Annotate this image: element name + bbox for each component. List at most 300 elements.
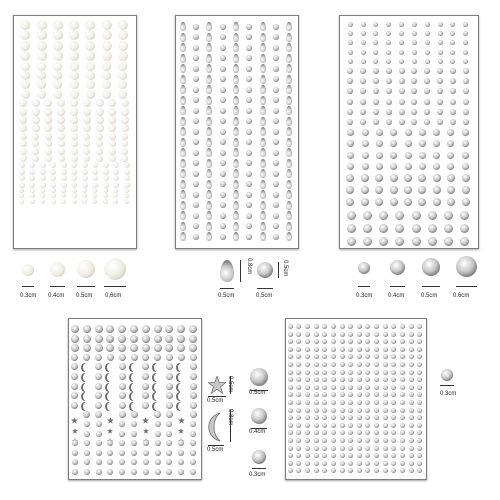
round-crystal-gem [193, 129, 199, 135]
teardrop-gem [206, 148, 212, 157]
small-rhinestone-gem [357, 347, 362, 352]
star-gem [107, 421, 113, 427]
pearl-gem [70, 116, 78, 124]
round-crystal-gem [166, 431, 172, 437]
round-crystal-gem [190, 383, 197, 390]
small-rhinestone-gem [322, 453, 327, 458]
moon-gem [178, 373, 185, 382]
teardrop-gem [206, 159, 212, 168]
rhinestone-gem [437, 78, 443, 84]
teardrop-gem [260, 222, 266, 231]
teardrop-gem [180, 127, 186, 136]
measure-line [104, 286, 126, 287]
small-rhinestone-gem [296, 385, 301, 390]
round-crystal-gem [273, 108, 279, 114]
small-rhinestone-gem [331, 385, 336, 390]
rhinestone-gem [428, 237, 437, 246]
rhinestone-gem [418, 198, 426, 206]
rhinestone-gem [424, 119, 430, 125]
rhinestone-sample-3 [422, 258, 440, 276]
round-crystal-gem [220, 45, 226, 51]
small-rhinestone-gem [348, 400, 353, 405]
round-crystal-gem [220, 171, 226, 177]
teardrop-gem [286, 201, 292, 210]
pearl-gem [102, 71, 111, 80]
round-crystal-gem [155, 421, 161, 427]
small-rhinestone-gem [322, 438, 327, 443]
small-rhinestone-gem [348, 354, 353, 359]
round-crystal-gem [220, 139, 226, 145]
small-rhinestone-gem [417, 461, 422, 466]
pearl-gem [32, 99, 40, 107]
small-rhinestone-gem [357, 354, 362, 359]
round-crystal-gem [190, 431, 196, 437]
pearl-gem [61, 182, 67, 188]
pearl-gem [121, 140, 128, 147]
small-rhinestone-gem [340, 438, 345, 443]
round-crystal-gem [119, 440, 125, 446]
rhinestone-gem [386, 88, 392, 94]
round-crystal-gem [131, 354, 138, 361]
pearl-gem [53, 51, 63, 61]
small-rhinestone-gem [383, 377, 388, 382]
round-crystal-gem [84, 421, 90, 427]
round-crystal-gem [220, 202, 226, 208]
small-rhinestone-gem [305, 400, 310, 405]
small-rhinestone-gem [383, 415, 388, 420]
rhinestone-gem [463, 40, 468, 45]
rhinestone-gem [433, 140, 440, 147]
teardrop-gem [260, 211, 266, 220]
small-rhinestone-gem [288, 332, 293, 337]
pearl-gem [92, 175, 98, 181]
small-rhinestone-gem [357, 377, 362, 382]
round-crystal-gem [246, 213, 252, 219]
round-crystal-gem [131, 421, 137, 427]
round-crystal-gem [193, 55, 199, 61]
rhinestone-gem [411, 88, 417, 94]
small-rhinestone-gem [288, 370, 293, 375]
pearl-gem [71, 155, 78, 162]
small-rhinestone-gem [348, 377, 353, 382]
round-crystal-gem [166, 373, 173, 380]
teardrop-sample [220, 260, 234, 282]
round-crystal-gem [177, 344, 185, 352]
pearl-gem [19, 162, 25, 168]
rhinestone-gem [379, 211, 388, 220]
round-crystal-gem [246, 192, 252, 198]
small-rhinestone-gem [374, 392, 379, 397]
small-rhinestone-gem [305, 461, 310, 466]
rhinestone-gem [386, 22, 391, 27]
small-rhinestone-gem [331, 362, 336, 367]
pearl-gem [118, 80, 127, 89]
small-rhinestone-gem [348, 408, 353, 413]
rhinestone-gem [390, 174, 398, 182]
small-rhinestone-gem [288, 377, 293, 382]
moon-gem [83, 392, 90, 401]
rhinestone-gem [418, 186, 426, 194]
pearl-gem [96, 133, 103, 140]
teardrop-gem [260, 64, 266, 73]
moon-gem [107, 383, 114, 392]
rhinestone-gem [450, 31, 455, 36]
pearl-gem [58, 133, 65, 140]
pearl-gem [102, 90, 111, 99]
small-rhinestone-gem [374, 430, 379, 435]
rhinestone-gem [390, 163, 397, 170]
small-rhinestone-gem [322, 347, 327, 352]
teardrop-gem [180, 190, 186, 199]
round-crystal-gem [178, 469, 184, 475]
pearl-gem [83, 99, 91, 107]
small-rhinestone-gem [374, 347, 379, 352]
small-rhinestone-gem [365, 332, 370, 337]
small-rhinestone-gem [322, 377, 327, 382]
round-crystal-gem [246, 76, 252, 82]
pearl-gem [83, 140, 90, 147]
rhinestone-gem [376, 163, 383, 170]
pearl-gem [40, 162, 46, 168]
pearl-gem [53, 30, 63, 40]
teardrop-gem [180, 22, 186, 31]
rhinestone-gem [450, 99, 456, 105]
pearl-gem [70, 99, 78, 107]
measure-line [358, 286, 370, 287]
small-rhinestone-gem [340, 339, 345, 344]
pearl-gem [121, 99, 129, 107]
pearl-gem [70, 71, 79, 80]
rhinestone-gem [424, 99, 430, 105]
pearl-gem [57, 116, 65, 124]
rhinestone-gem [460, 211, 469, 220]
small-rhinestone-gem [296, 446, 301, 451]
round-crystal-gem [95, 363, 102, 370]
pearl-gem [92, 193, 97, 198]
pearl-gem [103, 199, 108, 204]
pearl-gem [102, 62, 111, 71]
pearl-gem [96, 148, 103, 155]
round-crystal-gem [119, 459, 125, 465]
small-rhinestone-gem [296, 392, 301, 397]
small-rhinestone-gem [288, 339, 293, 344]
pearl-gem [70, 124, 78, 132]
round-crystal-gem [84, 469, 90, 475]
measure-line [22, 286, 34, 287]
rhinestone-gem [404, 174, 412, 182]
small-rhinestone-gem [288, 430, 293, 435]
moon-gem [178, 402, 185, 411]
pearl-gem [82, 169, 88, 175]
rhinestone-gem [347, 163, 354, 170]
rhinestone-gem [399, 22, 404, 27]
rhinestone-gem [462, 129, 469, 136]
small-rhinestone-gem [357, 461, 362, 466]
rhinestone-gem [419, 152, 426, 159]
round-crystal-gem [84, 431, 90, 437]
round-crystal-gem [189, 335, 197, 343]
round-crystal-gem [154, 335, 162, 343]
small-rhinestone-gem [391, 347, 396, 352]
round-crystal-gem [96, 469, 102, 475]
round-crystal-gem [220, 55, 226, 61]
small-rhinestone-gem [409, 400, 414, 405]
round-crystal-gem [107, 440, 113, 446]
teardrop-gem [233, 190, 239, 199]
pearl-gem [121, 116, 129, 124]
small-rhinestone-gem [383, 423, 388, 428]
small-rhinestone-gem [417, 423, 422, 428]
rhinestone-gem [347, 129, 354, 136]
small-rhinestone-gem [331, 354, 336, 359]
small-rhinestone-gem [365, 362, 370, 367]
rhinestone-gem [386, 99, 392, 105]
pearl-gem [86, 71, 95, 80]
rhinestone-gem [450, 68, 456, 74]
teardrop-gem [206, 117, 212, 126]
star-gem [107, 431, 113, 437]
teardrop-gem [260, 127, 266, 136]
round-crystal-gem [246, 97, 252, 103]
round-crystal-gem [119, 469, 125, 475]
pearl-gem [96, 108, 104, 116]
measure-line [422, 286, 440, 287]
pearl-gem [32, 133, 39, 140]
round-crystal-gem [193, 150, 199, 156]
pearl-gem [21, 71, 30, 80]
rhinestone-gem [347, 99, 353, 105]
round-crystal-gem [190, 363, 197, 370]
small-rhinestone-gem [357, 324, 362, 329]
small-rhinestone-gem [357, 438, 362, 443]
round-crystal-gem [131, 469, 137, 475]
round-crystal-gem [193, 160, 199, 166]
pearl-gem [37, 71, 46, 80]
small-rhinestone-gem [391, 438, 396, 443]
rhinestone-gem [346, 198, 354, 206]
small-rhinestone-gem [288, 461, 293, 466]
rhinestone-gem [463, 99, 469, 105]
teardrop-gem [286, 148, 292, 157]
small-rhinestone-gem [305, 453, 310, 458]
rhinestone-gem [373, 50, 378, 55]
rhinestone-gem [373, 88, 379, 94]
rhinestone-gem [373, 59, 378, 64]
round-crystal-gem [246, 129, 252, 135]
rhinestone-gem [386, 78, 392, 84]
small-rhinestone-gem [400, 430, 405, 435]
small-rhinestone-gem [314, 438, 319, 443]
rhinestone-gem [347, 88, 353, 94]
round-crystal-gem [155, 459, 161, 465]
pearl-gem [20, 140, 27, 147]
pearl-gem [121, 148, 128, 155]
pearl-gem [37, 51, 47, 61]
round-crystal-gem [193, 24, 199, 30]
pearl-gem [121, 133, 128, 140]
small-rhinestone-gem [340, 354, 345, 359]
small-rhinestone-gem [417, 415, 422, 420]
small-rhinestone-gem [365, 347, 370, 352]
pearl-gem [118, 71, 127, 80]
round-crystal-gem [193, 97, 199, 103]
round-crystal-gem [107, 459, 113, 465]
star-gem [142, 411, 149, 418]
rhinestone-gem [361, 50, 366, 55]
rhinestone-sample-1 [358, 262, 370, 274]
small-rhinestone-gem [296, 332, 301, 337]
teardrop-gem [206, 106, 212, 115]
small-rhinestone-gem [288, 423, 293, 428]
small-rhinestone-gem [322, 461, 327, 466]
teardrop-gem [206, 43, 212, 52]
pearl-gem [53, 90, 62, 99]
pearl-size-label-1: 0.3cm [20, 293, 37, 299]
rhinestone-gem [347, 224, 356, 233]
rhinestone-gem [399, 40, 404, 45]
pearl-gem [37, 90, 46, 99]
round-crystal-gem [130, 344, 138, 352]
round-crystal-gem [190, 440, 196, 446]
rhinestone-gem [462, 174, 470, 182]
small-rhinestone-gem [409, 332, 414, 337]
teardrop-gem [286, 33, 292, 42]
rhinestone-gem [438, 40, 443, 45]
small-rhinestone-gem [417, 468, 422, 473]
pearl-gem [109, 140, 116, 147]
small-rhinestone-gem [391, 400, 396, 405]
rhinestone-gem [361, 40, 366, 45]
round-crystal-gem [246, 171, 252, 177]
rhinestone-gem [386, 109, 392, 115]
star-width-label: 0.5cm [207, 398, 224, 404]
pearl-gem [108, 108, 116, 116]
small-rhinestone-gem [400, 408, 405, 413]
round-crystal-gem [273, 139, 279, 145]
moon-gem [83, 383, 90, 392]
rhinestone-gem [376, 152, 383, 159]
rhinestone-gem [399, 88, 405, 94]
pearl-gem [61, 162, 67, 168]
round-crystal-gem [83, 325, 91, 333]
rhinestone-gem [412, 237, 421, 246]
moon-gem [83, 373, 90, 382]
small-rhinestone-gem [340, 347, 345, 352]
round-crystal-gem [193, 171, 199, 177]
rhinestone-gem [405, 152, 412, 159]
rhinestone-gem [433, 163, 440, 170]
small-rhinestone-gem [357, 332, 362, 337]
rhinestone-gem [412, 22, 417, 27]
pearl-gem [118, 30, 128, 40]
small-rhinestone-gem [391, 324, 396, 329]
rhinestone-gem [450, 119, 456, 125]
round-crystal-gem [95, 325, 103, 333]
small-rhinestone-gem [288, 438, 293, 443]
pearl-gem [45, 140, 52, 147]
rhinestone-gem [373, 119, 379, 125]
round-crystal-gem [273, 223, 279, 229]
round-crystal-gem [190, 450, 196, 456]
small-rhinestone-gem [288, 385, 293, 390]
small-rhinestone-gem [400, 370, 405, 375]
small-rhinestone-gem [322, 385, 327, 390]
moon-gem [154, 402, 161, 411]
pearl-gem [124, 188, 129, 193]
round-crystal-gem [142, 373, 149, 380]
small-rhinestone-gem [305, 385, 310, 390]
small-rhinestone-gem [314, 339, 319, 344]
round-crystal-gem [71, 363, 78, 370]
small-rhinestone-gem [357, 392, 362, 397]
rhinestone-gem [361, 59, 366, 64]
round-crystal-gem [96, 440, 102, 446]
teardrop-gem [286, 106, 292, 115]
small-rhinestone-gem [409, 423, 414, 428]
rhinestone-gem [419, 129, 426, 136]
small-rhinestone-gem [391, 332, 396, 337]
small-rhinestone-gem [322, 339, 327, 344]
pearl-gem [92, 199, 97, 204]
rhinestone-gem [361, 31, 366, 36]
round-crystal-gem [273, 87, 279, 93]
round-crystal-gem [166, 450, 172, 456]
round-crystal-gem [166, 383, 173, 390]
small-rhinestone-gem [288, 468, 293, 473]
rhinestone-gem [363, 211, 372, 220]
round-crystal-gem [220, 66, 226, 72]
pearl-gem [124, 169, 130, 175]
round-crystal-gem [220, 213, 226, 219]
round-crystal-gem [166, 411, 173, 418]
rhinestone-gem [425, 50, 430, 55]
small-rhinestone-gem [322, 324, 327, 329]
teardrop-gem [260, 33, 266, 42]
round-crystal-sample [257, 262, 273, 278]
small-rhinestone-gem [314, 392, 319, 397]
pearl-gem [37, 30, 47, 40]
small-rhinestone-gem [383, 408, 388, 413]
rhinestone-gem [346, 174, 354, 182]
small-rhinestone-gem [391, 354, 396, 359]
round-crystal-gem [142, 335, 150, 343]
pearl-gem [30, 193, 35, 198]
small-rhinestone-gem [365, 385, 370, 390]
round-crystal-gem [131, 431, 137, 437]
rhinestone-gem [348, 59, 353, 64]
round-crystal-gem [119, 411, 126, 418]
pearl-gem [40, 169, 46, 175]
rhinestone-gem [373, 78, 379, 84]
small-rhinestone-gem [288, 446, 293, 451]
pearl-gem [113, 188, 118, 193]
round-crystal-gem [106, 325, 114, 333]
rhinestone-sticker-sheet [339, 15, 479, 249]
small-rhinestone-gem [391, 430, 396, 435]
round-crystal-gem [119, 383, 126, 390]
small-rhinestone-gem [348, 446, 353, 451]
rhinestone-gem [438, 31, 443, 36]
small-rhinestone-gem [340, 468, 345, 473]
round-crystal-gem [83, 335, 91, 343]
round-crystal-gem [193, 181, 199, 187]
round-crystal-gem [177, 335, 185, 343]
pearl-gem [45, 133, 52, 140]
teardrop-gem [206, 54, 212, 63]
small-rhinestone-gem [314, 408, 319, 413]
rhinestone-gem [347, 109, 353, 115]
rhinestone-gem [447, 152, 454, 159]
